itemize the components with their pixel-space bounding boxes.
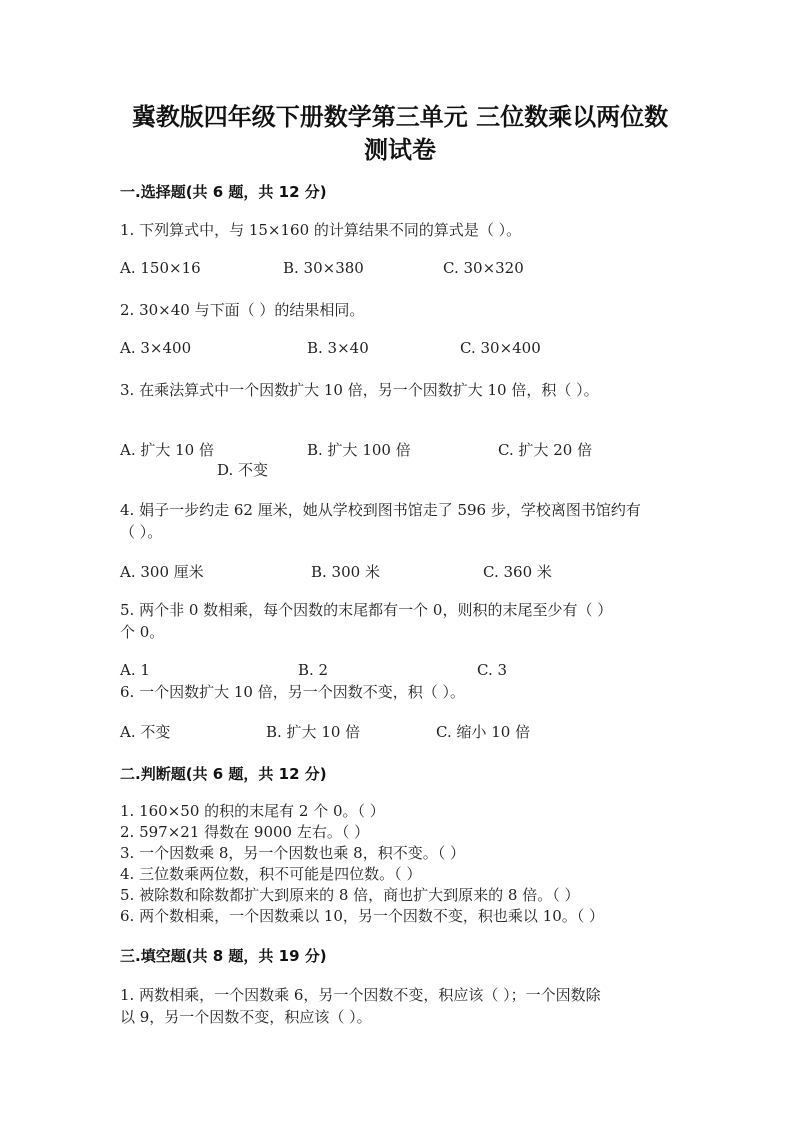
question-2: 2. 30×40 与下面（ ）的结果相同。 bbox=[120, 301, 365, 319]
q4-option-b: B. 300 米 bbox=[311, 563, 380, 581]
question-1: 1. 下列算式中，与 15×160 的计算结果不同的算式是（ ）。 bbox=[120, 221, 522, 239]
question-5-line1: 5. 两个非 0 数相乘，每个因数的末尾都有一个 0，则积的末尾至少有（ ） bbox=[120, 601, 613, 619]
q2-option-a: A. 3×400 bbox=[120, 339, 192, 357]
q1-option-c: C. 30×320 bbox=[443, 259, 524, 277]
q5-option-c: C. 3 bbox=[477, 661, 508, 679]
judge-item-4: 4. 三位数乘两位数，积不可能是四位数。（ ） bbox=[120, 865, 422, 883]
section-judge-heading: 二.判断题(共 6 题，共 12 分) bbox=[120, 765, 327, 783]
fill-question-1-line1: 1. 两数相乘，一个因数乘 6，另一个因数不变，积应该（ ）；一个因数除 bbox=[120, 986, 601, 1004]
q3-option-d: D. 不变 bbox=[217, 461, 269, 479]
q3-option-a: A. 扩大 10 倍 bbox=[120, 441, 214, 459]
q5-option-a: A. 1 bbox=[120, 661, 150, 679]
q6-option-b: B. 扩大 10 倍 bbox=[266, 723, 361, 741]
judge-item-6: 6. 两个数相乘，一个因数乘以 10，另一个因数不变，积也乘以 10。（ ） bbox=[120, 907, 605, 925]
section-fill-heading: 三.填空题(共 8 题，共 19 分) bbox=[120, 947, 327, 965]
q5-option-b: B. 2 bbox=[298, 661, 329, 679]
question-4-line1: 4. 娟子一步约走 62 厘米，她从学校到图书馆走了 596 步，学校离图书馆约有 bbox=[120, 501, 641, 519]
q2-option-c: C. 30×400 bbox=[460, 339, 541, 357]
judge-item-1: 1. 160×50 的积的末尾有 2 个 0。（ ） bbox=[120, 802, 385, 820]
q1-option-b: B. 30×380 bbox=[283, 259, 364, 277]
judge-item-3: 3. 一个因数乘 8，另一个因数也乘 8，积不变。（ ） bbox=[120, 844, 465, 862]
page-title-line2: 测试卷 bbox=[364, 136, 436, 164]
question-3: 3. 在乘法算式中一个因数扩大 10 倍，另一个因数扩大 10 倍，积（ ）。 bbox=[120, 381, 599, 399]
judge-item-5: 5. 被除数和除数都扩大到原来的 8 倍，商也扩大到原来的 8 倍。（ ） bbox=[120, 886, 580, 904]
q4-option-a: A. 300 厘米 bbox=[120, 563, 204, 581]
page-title-line1: 冀教版四年级下册数学第三单元 三位数乘以两位数 bbox=[131, 103, 669, 131]
q1-option-a: A. 150×16 bbox=[120, 259, 201, 277]
q3-option-b: B. 扩大 100 倍 bbox=[307, 441, 411, 459]
q3-option-c: C. 扩大 20 倍 bbox=[498, 441, 593, 459]
judge-item-2: 2. 597×21 得数在 9000 左右。（ ） bbox=[120, 823, 370, 841]
question-4-line2: （ ）。 bbox=[120, 523, 163, 541]
q6-option-a: A. 不变 bbox=[120, 723, 171, 741]
q4-option-c: C. 360 米 bbox=[483, 563, 552, 581]
q6-option-c: C. 缩小 10 倍 bbox=[436, 723, 531, 741]
section-choice-heading: 一.选择题(共 6 题，共 12 分) bbox=[120, 183, 327, 201]
fill-question-1-line2: 以 9，另一个因数不变，积应该（ ）。 bbox=[120, 1008, 372, 1026]
question-5-line2: 个 0。 bbox=[120, 623, 165, 641]
question-6: 6. 一个因数扩大 10 倍，另一个因数不变，积（ ）。 bbox=[120, 683, 465, 701]
q2-option-b: B. 3×40 bbox=[307, 339, 369, 357]
